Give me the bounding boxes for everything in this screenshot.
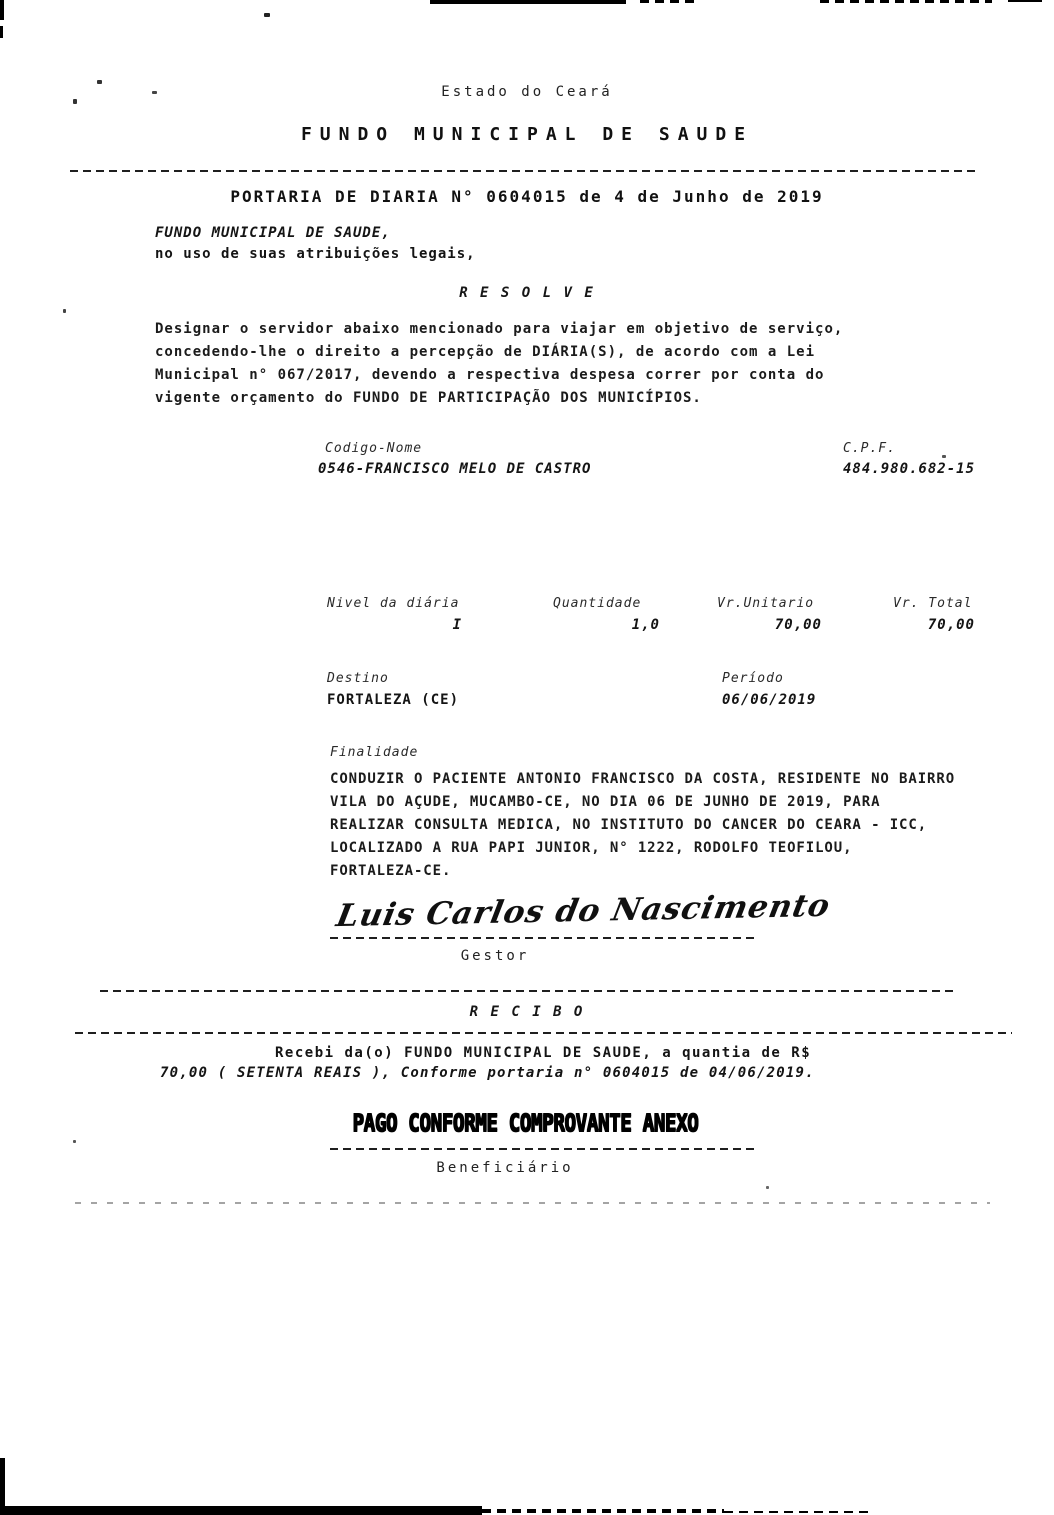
purpose-line: VILA DO AÇUDE, MUCAMBO-CE, NO DIA 06 DE JUNHO DE 2019, PARA <box>330 794 881 810</box>
table-header-level: Nivel da diária <box>327 596 460 611</box>
separator-dashed-header <box>70 170 976 172</box>
paid-stamp: PAGO CONFORME COMPROVANTE ANEXO <box>352 1108 698 1138</box>
resolve-heading: R E S O L V E <box>459 285 595 301</box>
document-title: PORTARIA DE DIARIA N° 0604015 de 4 de Junho de 2019 <box>230 187 824 206</box>
destination-label: Destino <box>327 671 389 686</box>
table-header-total-value: Vr. Total <box>893 596 973 611</box>
beneficiary-label: Beneficiário <box>436 1160 574 1176</box>
table-cell-level: I <box>452 617 462 633</box>
purpose-line: REALIZAR CONSULTA MEDICA, NO INSTITUTO DO CANCER DO CEARA - ICC, <box>330 817 928 833</box>
purpose-label: Finalidade <box>330 745 419 760</box>
body-line: Municipal n° 067/2017, devendo a respectiva despesa correr por conta do <box>155 367 825 383</box>
signature-handwriting: Luis Carlos do Nascimento <box>333 887 834 935</box>
preamble-legal-line: no uso de suas atribuições legais, <box>155 246 476 262</box>
receipt-line-2: 70,00 ( SETENTA REAIS ), Conforme portaria n° 0604015 de 04/06/2019. <box>160 1065 815 1081</box>
separator-dashed-recibo-bottom <box>75 1032 1012 1034</box>
destination-value: FORTALEZA (CE) <box>327 692 460 708</box>
purpose-line: FORTALEZA-CE. <box>330 863 452 879</box>
period-label: Período <box>722 671 784 686</box>
signature-line-gestor <box>330 937 758 939</box>
table-cell-quantity: 1,0 <box>631 617 660 633</box>
table-cell-total-value: 70,00 <box>927 617 975 633</box>
separator-dashed-footer <box>75 1202 990 1204</box>
purpose-line: CONDUZIR O PACIENTE ANTONIO FRANCISCO DA COSTA, RESIDENTE NO BAIRRO <box>330 771 956 787</box>
receipt-line-1: Recebi da(o) FUNDO MUNICIPAL DE SAUDE, a quantia de R$ <box>275 1045 812 1061</box>
body-line: vigente orçamento do FUNDO DE PARTICIPAÇÃO DOS MUNICÍPIOS. <box>155 390 702 406</box>
table-cell-unit-value: 70,00 <box>774 617 822 633</box>
cpf-value: 484.980.682-15 <box>843 461 976 477</box>
body-line: Designar o servidor abaixo mencionado para viajar em objetivo de serviço, <box>155 321 844 337</box>
organization-heading: FUNDO MUNICIPAL DE SAUDE <box>300 124 754 145</box>
signature-line-beneficiary <box>330 1148 758 1150</box>
code-name-label: Codigo-Nome <box>325 441 423 456</box>
table-header-unit-value: Vr.Unitario <box>717 596 815 611</box>
gestor-label: Gestor <box>460 948 530 964</box>
preamble-org-line: FUNDO MUNICIPAL DE SAUDE, <box>155 225 391 241</box>
code-name-value: 0546-FRANCISCO MELO DE CASTRO <box>318 461 592 477</box>
period-value: 06/06/2019 <box>722 692 817 708</box>
cpf-label: C.P.F. <box>843 441 896 456</box>
separator-dashed-recibo-top <box>100 990 957 992</box>
body-paragraph <box>155 318 843 410</box>
purpose-line: LOCALIZADO A RUA PAPI JUNIOR, N° 1222, RODOLFO TEOFILOU, <box>330 840 853 856</box>
recibo-heading: R E C I B O <box>469 1004 585 1020</box>
table-header-quantity: Quantidade <box>553 596 642 611</box>
state-heading: Estado do Ceará <box>441 84 613 100</box>
purpose-paragraph <box>330 768 955 883</box>
body-line: concedendo-lhe o direito a percepção de DIÁRIA(S), de acordo com a Lei <box>155 344 816 360</box>
